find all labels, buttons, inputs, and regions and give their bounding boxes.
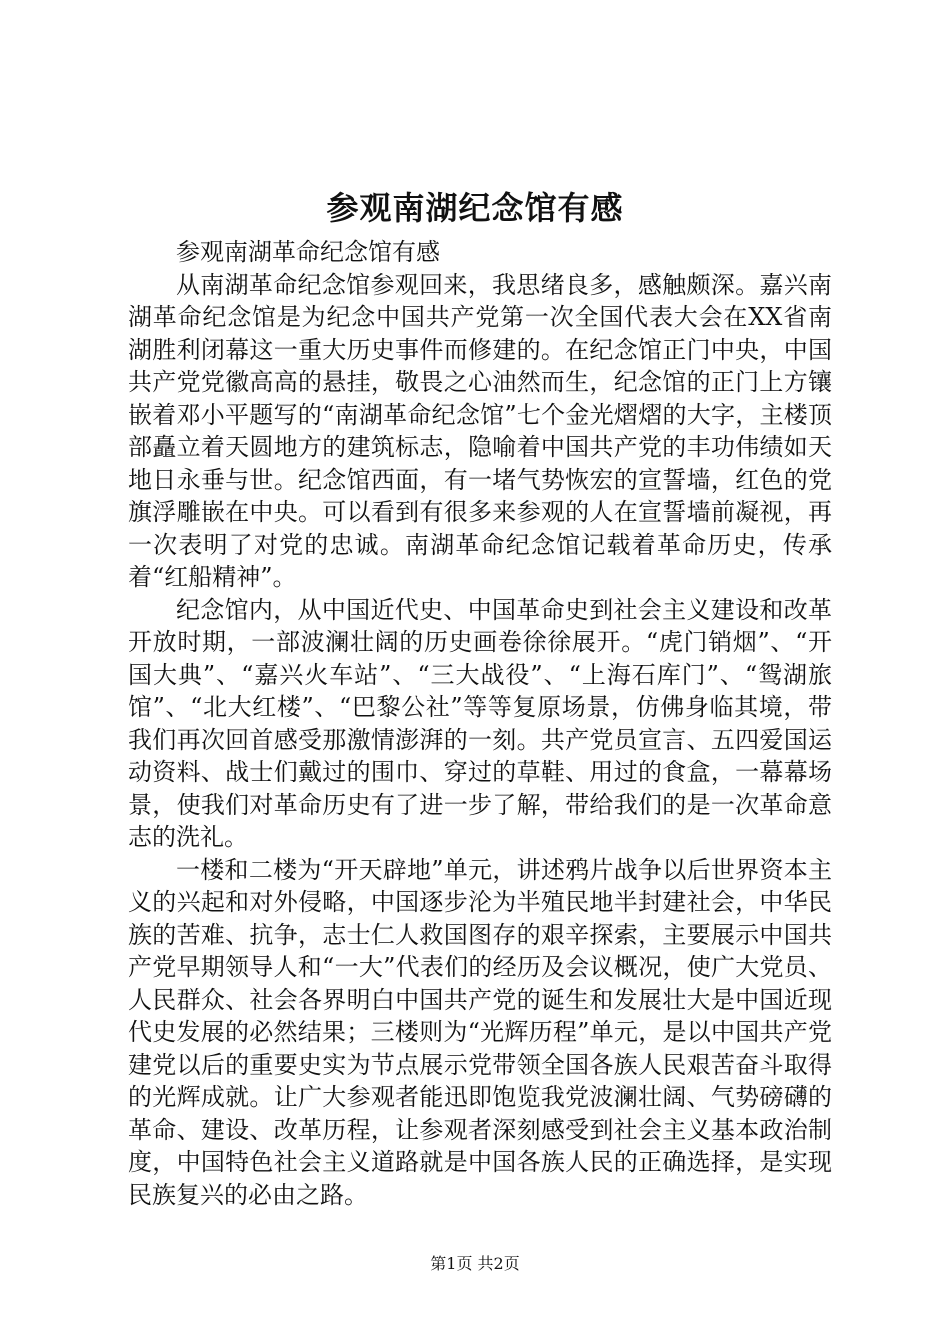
- paragraph-1: 从南湖革命纪念馆参观回来，我思绪良多，感触颇深。嘉兴南湖革命纪念馆是为纪念中国共产党第一次全国代表大会在XX省南湖胜利闭幕这一重大历史事件而修建的。在纪念馆正门中央，中国共产党党徽高高的悬挂，敬畏之心油然而生，纪念馆的正门上方镶嵌着邓小平题写的“南湖革命纪念馆”七个金光熠熠的大字，主楼顶部矗立着天圆地方的建筑标志，隐喻着中国共产党的丰功伟绩如天地日永垂与世。纪念馆西面，有一堵气势恢宏的宣誓墙，红色的党旗浮雕嵌在中央。可以看到有很多来参观的人在宣誓墙前凝视，再一次表明了对党的忠诚。南湖革命纪念馆记载着革命历史，传承着“红船精神”。: [128, 270, 832, 591]
- page-footer: 第1页 共2页: [430, 1254, 520, 1273]
- paragraph-2: 纪念馆内，从中国近代史、中国革命史到社会主义建设和改革开放时期，一部波澜壮阔的历史画卷徐徐展开。“虎门销烟”、“开国大典”、“嘉兴火车站”、“三大战役”、“上海石库门”、“鸳湖旅馆”、“北大红楼”、“巴黎公社”等等复原场景，仿佛身临其境，带我们再次回首感受那激情澎湃的一刻。共产党员宣言、五四爱国运动资料、战士们戴过的围巾、穿过的草鞋、用过的食盒，一幕幕场景，使我们对革命历史有了进一步了解，带给我们的是一次革命意志的洗礼。: [128, 595, 832, 851]
- document-title: 参观南湖纪念馆有感: [326, 189, 624, 227]
- document-body: [128, 236, 832, 1211]
- paragraph-3: 一楼和二楼为“开天辟地”单元，讲述鸦片战争以后世界资本主义的兴起和对外侵略，中国逐步沦为半殖民地半封建社会，中华民族的苦难、抗争，志士仁人救国图存的艰辛探索，主要展示中国共产党早期领导人和“一大”代表们的经历及会议概况，使广大党员、人民群众、社会各界明白中国共产党的诞生和发展壮大是中国近现代史发展的必然结果；三楼则为“光辉历程”单元，是以中国共产党建党以后的重要史实为节点展示党带领全国各族人民艰苦奋斗取得的光辉成就。让广大参观者能迅即饱览我党波澜壮阔、气势磅礴的革命、建设、改革历程，让参观者深刻感受到社会主义基本政治制度，中国特色社会主义道路就是中国各族人民的正确选择，是实现民族复兴的必由之路。: [128, 855, 832, 1209]
- document-subtitle: 参观南湖革命纪念馆有感: [176, 238, 440, 266]
